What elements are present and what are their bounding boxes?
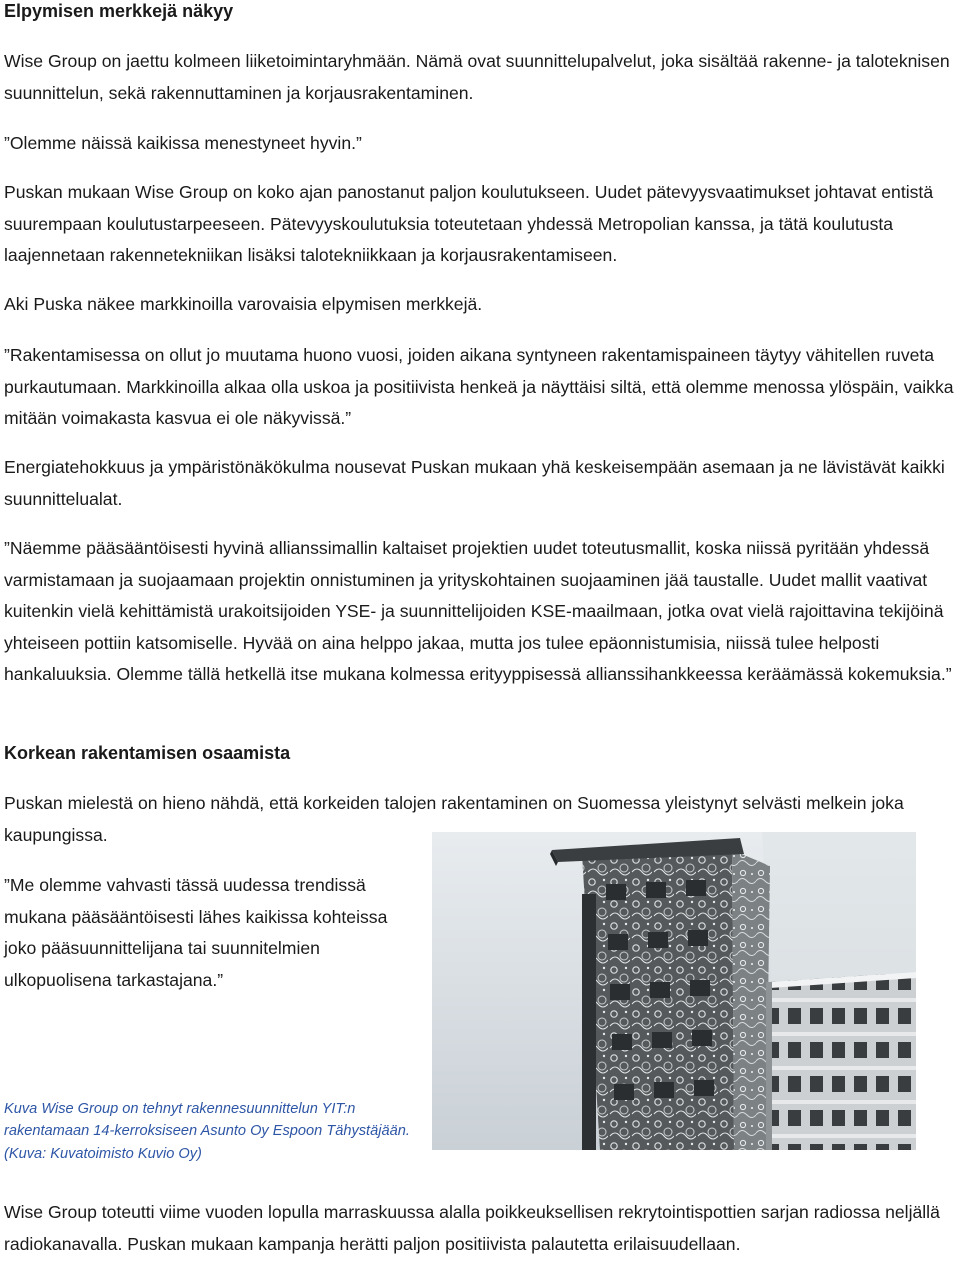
heading-elpymisen: Elpymisen merkkejä näkyy bbox=[4, 1, 234, 21]
paragraph-9: ”Me olemme vahvasti tässä uudessa trendissä mukana pääsääntöisesti lähes kaikissa kohteissa joko pääsuunnittelijana tai suunnitelmien ulkopuolisena tarkastajana.” bbox=[4, 875, 388, 990]
paragraph-10: Wise Group toteutti viime vuoden lopulla marraskuussa alalla poikkeuksellisen rekrytointispottien sarjan radiossa neljällä radiokanavalla. Puskan mukaan kampanja herätti paljon positiivista palautetta erilaisuudellaan. bbox=[4, 1202, 940, 1254]
paragraph-5: ”Rakentamisessa on ollut jo muutama huono vuosi, joiden aikana syntyneen rakentamispaineen täytyy vähitellen ruveta purkautumaan. Markkinoilla alkaa olla uskoa ja positiivista henkeä ja näyttäisi siltä, että olemme menossa ylöspäin, vaikka mitään voimakasta kasvua ei ole näkyvissä.” bbox=[4, 345, 954, 428]
photo-caption: Kuva Wise Group on tehnyt rakennesuunnittelun YIT:n rakentamaan 14-kerroksiseen Asunto Oy Espoon Tähystäjään. (Kuva: Kuvatoimisto Kuvio Oy) bbox=[4, 1100, 410, 1162]
building-photo bbox=[432, 832, 916, 1150]
paragraph-8: Puskan mielestä on hieno nähdä, että korkeiden talojen rakentaminen on Suomessa yleistynyt selvästi melkein joka kaupungissa. bbox=[4, 793, 904, 845]
tower-illustration bbox=[432, 832, 916, 1150]
paragraph-2: ”Olemme näissä kaikissa menestyneet hyvin.” bbox=[4, 133, 362, 153]
heading-korkean: Korkean rakentamisen osaamista bbox=[4, 743, 291, 763]
paragraph-4: Aki Puska näkee markkinoilla varovaisia elpymisen merkkejä. bbox=[4, 294, 483, 314]
paragraph-1: Wise Group on jaettu kolmeen liiketoimintaryhmään. Nämä ovat suunnittelupalvelut, joka sisältää rakenne- ja taloteknisen suunnittelun, sekä rakennuttaminen ja korjausrakentaminen. bbox=[4, 51, 950, 103]
paragraph-6: Energiatehokkuus ja ympäristönäkökulma nousevat Puskan mukaan yhä keskeisempään asemaan ja ne lävistävät kaikki suunnittelualat. bbox=[4, 457, 945, 509]
paragraph-7: ”Näemme pääsääntöisesti hyvinä allianssimallin kaltaiset projektien uudet toteutusmallit, koska niissä pyritään yhdessä varmistamaan ja suojaamaan projektin onnistuminen ja yrityskohtainen suojaaminen jää taustalle. Uudet mallit vaativat kuitenkin vielä kehittämistä urakoitsijoiden YSE- ja suunnittelijoiden KSE-maailmaan, jotka ovat vielä rajoittavina tekijöinä yhteiseen pottiin katsomiselle. Hyvää on aina helppo jakaa, mutta jos tulee epäonnistumisia, niissä tulee helposti hankaluuksia. Olemme tällä hetkellä itse mukana kolmessa erityyppisessä allianssihankkeessa keräämässä kokemuksia.” bbox=[4, 538, 952, 684]
paragraph-3: Puskan mukaan Wise Group on koko ajan panostanut paljon koulutukseen. Uudet pätevyysvaatimukset johtavat entistä suurempaan koulutustarpeeseen. Pätevyyskoulutuksia toteutetaan yhdessä Metropolian kanssa, ja tätä koulutusta laajennetaan rakennetekniikan lisäksi talotekniikkaan ja korjausrakentamiseen. bbox=[4, 182, 934, 265]
